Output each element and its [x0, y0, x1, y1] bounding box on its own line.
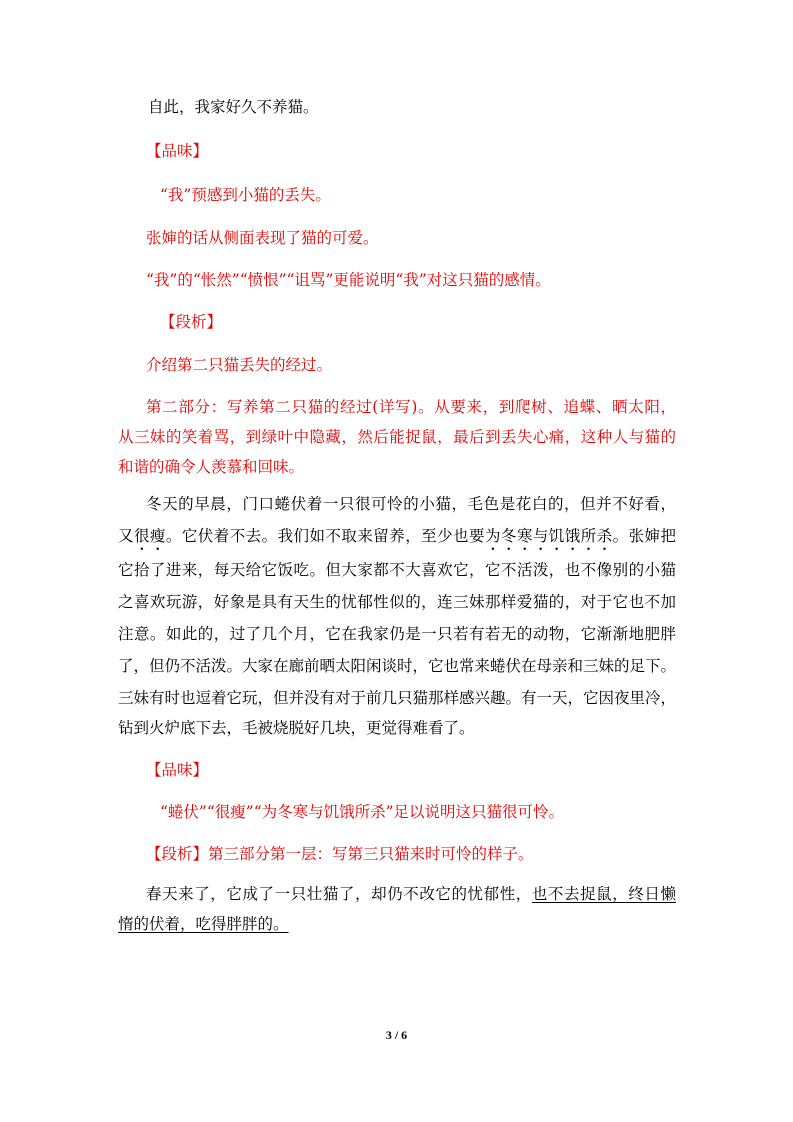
main-text-line-4: 之喜欢玩游，好象是具有天生的忧郁性似的，连三妹那样爱猫的，对于它也不加: [118, 593, 676, 611]
part-two-summary-line-1: 第二部分：写养第二只猫的经过(详写)。从要来，到爬树、追蝶、晒太阳，: [146, 398, 676, 416]
pinwei-note-feelings: “我”的“怅然”“愤恨”“诅骂”更能说明“我”对这只猫的感情。: [146, 271, 551, 289]
main-text-line-1: 冬天的早晨，门口蜷伏着一只很可怜的小猫，毛色是花白的，但并不好看，: [146, 495, 676, 513]
underlined-lazy-cat: 也不去捉鼠，终日懒: [531, 885, 676, 903]
part-two-summary-line-2: 从三妹的笑着骂，到绿叶中隐藏，然后能捉鼠，最后到丢失心痛，这种人与猫的: [118, 428, 676, 446]
spring-text-line-1: 春天来了，它成了一只壮猫了，却仍不改它的忧郁性，也不去捉鼠，终日懒: [146, 885, 676, 903]
pinwei-note-premonition: “我”预感到小猫的丢失。: [160, 186, 331, 204]
underlined-fat-cat: 惰的伏着，吃得胖胖的。: [118, 915, 289, 933]
emphasis-killed-by-cold-hunger: 为冬寒与饥饿所杀: [484, 527, 613, 545]
heading-pinwei-2: 【品味】: [146, 761, 209, 779]
main-text-line-3: 它拾了进来，每天给它饭吃。但大家都不大喜欢它，它不活泼，也不像别的小猫: [118, 561, 676, 579]
main-text-line-8: 钻到火炉底下去，毛被烧脱好几块，更觉得难看了。: [118, 719, 475, 737]
heading-duanxi-1: 【段析】: [160, 313, 223, 331]
emphasis-very-thin: 很瘦: [133, 527, 166, 545]
main-text-line-7: 三妹有时也逗着它玩，但并没有对于前几只猫那样感兴趣。有一天，它因夜里冷，: [118, 689, 677, 707]
main-text-line-6: 了，但仍不活泼。大家在廊前晒太阳闲谈时，它也常来蜷伏在母亲和三妹的足下。: [118, 657, 677, 675]
part-two-summary-line-3: 和谐的确令人羡慕和回味。: [118, 458, 305, 476]
main-text-line-2: 又很瘦。它伏着不去。我们如不取来留养，至少也要为冬寒与饥饿所杀。张婶把: [118, 527, 676, 545]
heading-pinwei-1: 【品味】: [146, 142, 209, 160]
main-text-line-5: 注意。如此的，过了几个月，它在我家仍是一只若有若无的动物，它渐渐地肥胖: [118, 625, 676, 643]
paragraph-cat-no-longer: 自此，我家好久不养猫。: [148, 98, 319, 116]
duanxi-part-three-layer-one: 【段析】第三部分第一层：写第三只猫来时可怜的样子。: [146, 845, 534, 863]
duanxi-second-cat-lost: 介绍第二只猫丢失的经过。: [146, 356, 333, 374]
page-number: 3 / 6: [385, 1028, 408, 1042]
pinwei-note-aunt-zhang: 张婶的话从侧面表现了猫的可爱。: [146, 229, 379, 247]
spring-text-line-2: [118, 914, 289, 934]
pinwei-note-pitiful: “蜷伏”“很瘦”“为冬寒与饥饿所杀”足以说明这只猫很可怜。: [160, 803, 565, 821]
